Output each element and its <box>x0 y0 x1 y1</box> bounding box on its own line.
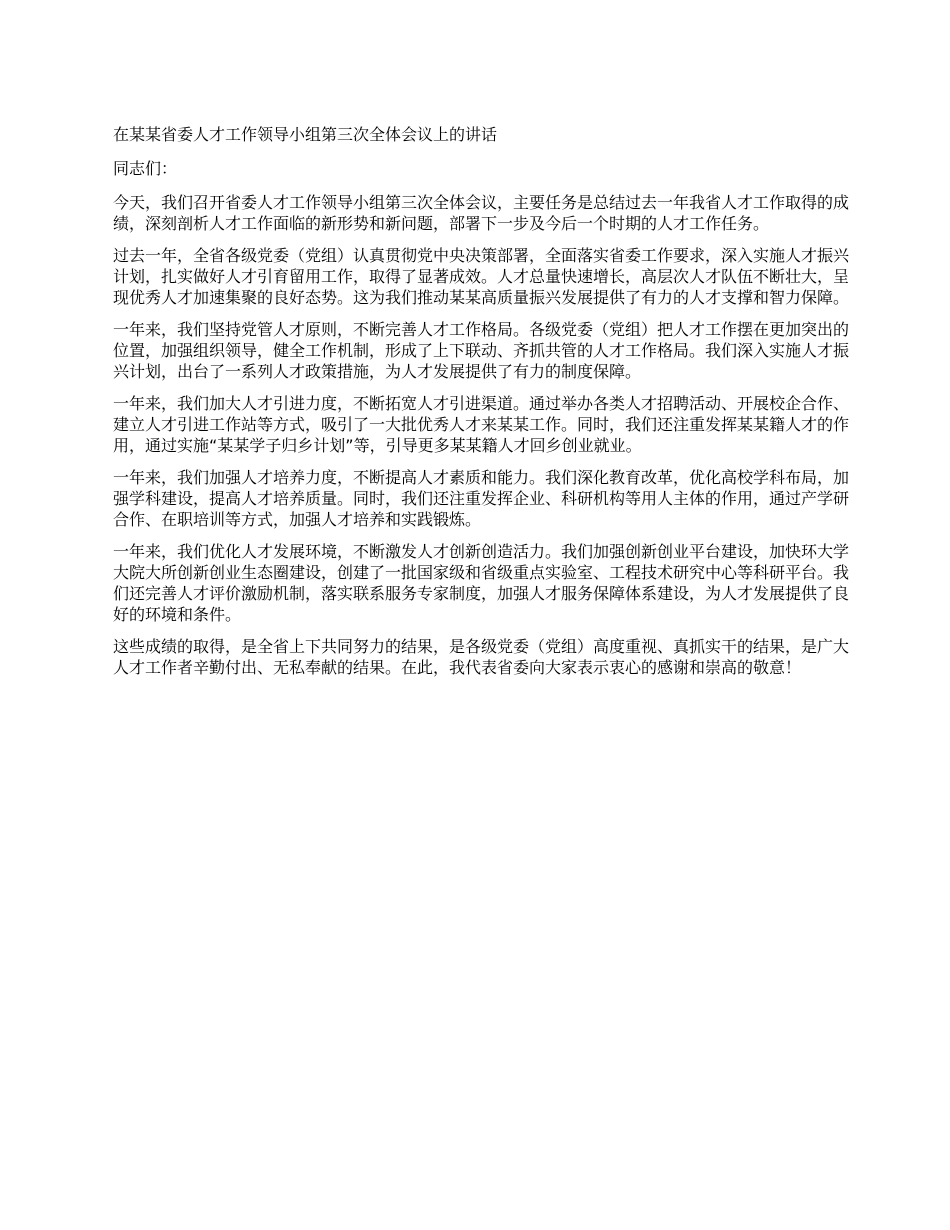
paragraph-7: 这些成绩的取得，是全省上下共同努力的结果，是各级党委（党组）高度重视、真抓实干的结果，是广大人才工作者辛勤付出、无私奉献的结果。在此，我代表省委向大家表示衷心的感谢和崇高的敬意！ <box>113 637 850 677</box>
paragraph-6: 一年来，我们优化人才发展环境，不断激发人才创新创造活力。我们加强创新创业平台建设，加快环大学大院大所创新创业生态圈建设，创建了一批国家级和省级重点实验室、工程技术研究中心等科研平台。我们还完善人才评价激励机制，落实联系服务专家制度，加强人才服务保障体系建设，为人才发展提供了良好的环境和条件。 <box>113 542 850 624</box>
paragraph-4: 一年来，我们加大人才引进力度，不断拓宽人才引进渠道。通过举办各类人才招聘活动、开展校企合作、建立人才引进工作站等方式，吸引了一大批优秀人才来某某工作。同时，我们还注重发挥某某籍人才的作用，通过实施“某某学子归乡计划”等，引导更多某某籍人才回乡创业就业。 <box>113 394 850 455</box>
document-body <box>113 124 853 689</box>
paragraph-3: 一年来，我们坚持党管人才原则，不断完善人才工作格局。各级党委（党组）把人才工作摆在更加突出的位置，加强组织领导，健全工作机制，形成了上下联动、齐抓共管的人才工作格局。我们深入实施人才振兴计划，出台了一系列人才政策措施，为人才发展提供了有力的制度保障。 <box>113 320 850 381</box>
paragraph-5: 一年来，我们加强人才培养力度，不断提高人才素质和能力。我们深化教育改革，优化高校学科布局，加强学科建设，提高人才培养质量。同时，我们还注重发挥企业、科研机构等用人主体的作用，通过产学研合作、在职培训等方式，加强人才培养和实践锻炼。 <box>113 468 850 529</box>
paragraph-2: 过去一年，全省各级党委（党组）认真贯彻党中央决策部署，全面落实省委工作要求，深入实施人才振兴计划，扎实做好人才引育留用工作，取得了显著成效。人才总量快速增长，高层次人才队伍不断壮大，呈现优秀人才加速集聚的良好态势。这为我们推动某某高质量振兴发展提供了有力的人才支撑和智力保障。 <box>113 246 850 307</box>
paragraph-1: 今天，我们召开省委人才工作领导小组第三次全体会议，主要任务是总结过去一年我省人才工作取得的成绩，深刻剖析人才工作面临的新形势和新问题，部署下一步及今后一个时期的人才工作任务。 <box>113 193 850 233</box>
greeting: 同志们： <box>113 159 178 178</box>
document-title: 在某某省委人才工作领导小组第三次全体会议上的讲话 <box>113 125 498 144</box>
